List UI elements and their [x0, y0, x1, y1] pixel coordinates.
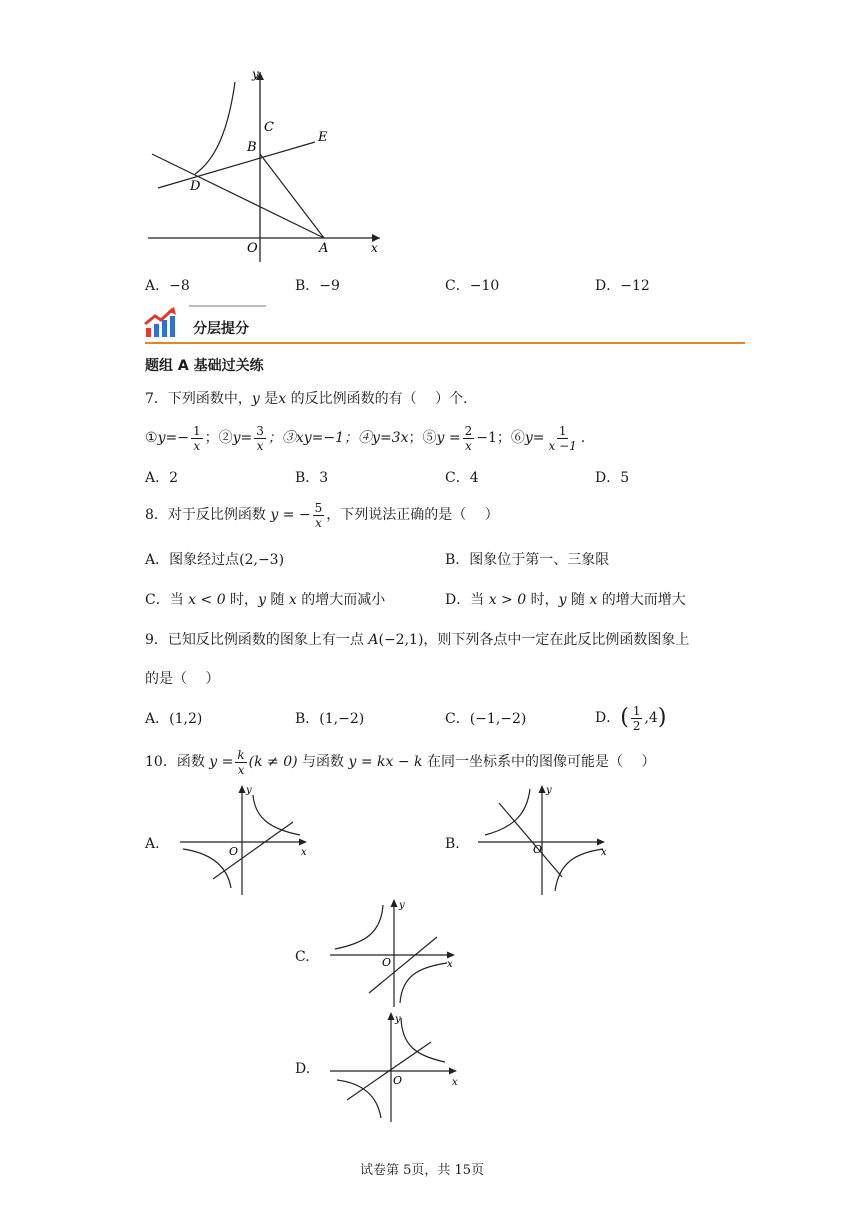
page-footer: 试卷第 5页，共 15页: [360, 1163, 485, 1178]
q7-option-d: D．5: [595, 470, 630, 486]
fig6-y-label: y: [252, 67, 259, 81]
q10-option-c-label: C.: [295, 949, 310, 965]
q7-stem: 7．下列函数中，y 是x 的反比例函数的有（ ）个．: [145, 391, 478, 407]
graph-c-y-label: y: [399, 900, 405, 911]
graph-b-origin-label: O: [533, 843, 543, 856]
q6-option-a: A．−8: [145, 278, 190, 294]
fig6-b-label: B: [247, 140, 257, 155]
q6-option-b: B．−9: [295, 278, 340, 294]
q7-option-a: A．2: [145, 470, 179, 486]
q10-option-d-label: D.: [295, 1061, 311, 1077]
q7-option-b: B．3: [295, 470, 329, 486]
graph-d-y-label: y: [395, 1014, 401, 1025]
fig6-c-label: C: [264, 120, 274, 135]
q9-option-d: D．( $\frac{1}{2}$ ,4): [595, 703, 667, 733]
q10-option-a-label: A.: [145, 836, 160, 852]
fig6-x-label: x: [371, 241, 378, 255]
q10-graph-d: [325, 1010, 465, 1125]
graph-a-x-label: x: [301, 847, 307, 858]
section-divider: [145, 342, 745, 344]
graph-c-origin-label: O: [382, 956, 392, 969]
group-title: 题组 A 基础过关练: [145, 358, 264, 374]
graph-b-y-label: y: [546, 785, 552, 796]
q9-option-b: B．(1,−2): [295, 711, 365, 727]
graph-a-y-label: y: [246, 785, 252, 796]
section-top-rule: [189, 305, 266, 307]
fig6-o-label: O: [247, 241, 258, 256]
q8-option-a: A．图象经过点(2,−3): [145, 552, 285, 568]
q7-items: ①y=− $\frac{1}{x}$ ；②y= $\frac{3}{x}$ ；③xy=−1；④y=3x；⑤y = $\frac{2}{x}$ −1；⑥y= $\frac{1}{x -1}$ .: [145, 423, 586, 453]
fig6-e-label: E: [318, 130, 328, 145]
q8-stem: 8．对于反比例函数 y = − $\frac{5}{x}$ ，下列说法正确的是（ ）: [145, 500, 499, 530]
q8-option-c: C．当 x < 0 时，y 随 x 的增大而减小: [145, 592, 386, 608]
graph-b-x-label: x: [601, 847, 607, 858]
q6-option-d: D．−12: [595, 278, 650, 294]
q6-option-c: C．−10: [445, 278, 500, 294]
chart-up-icon: [143, 306, 179, 338]
q9-stem-line2: 的是（ ）: [145, 671, 220, 687]
q6-figure: [140, 62, 390, 267]
q9-option-c: C．(−1,−2): [445, 711, 527, 727]
q10-option-b-label: B.: [445, 836, 460, 852]
q10-graph-c: [325, 897, 465, 1009]
fig6-d-label: D: [190, 179, 201, 194]
graph-d-origin-label: O: [393, 1074, 403, 1087]
q8-option-b: B．图象位于第一、三象限: [445, 552, 610, 568]
q9-stem-line1: 9．已知反比例函数的图象上有一点 A(−2,1)，则下列各点中一定在此反比例函数图象上: [145, 632, 690, 648]
graph-c-x-label: x: [447, 959, 453, 970]
q10-graph-b: [475, 783, 615, 898]
q8-option-d: D．当 x > 0 时，y 随 x 的增大而增大: [445, 592, 686, 608]
q10-graph-a: [175, 783, 315, 898]
q10-stem: 10．函数 y = $\frac{k}{x}$ (k ≠ 0) 与函数 y = kx − k 在同一坐标系中的图像可能是（ ）: [145, 747, 656, 777]
section-title: 分层提分: [193, 321, 249, 337]
fig6-a-label: A: [319, 241, 329, 256]
q7-option-c: C．4: [445, 470, 479, 486]
graph-a-origin-label: O: [229, 845, 239, 858]
graph-d-x-label: x: [452, 1077, 458, 1088]
q9-option-a: A．(1,2): [145, 711, 203, 727]
